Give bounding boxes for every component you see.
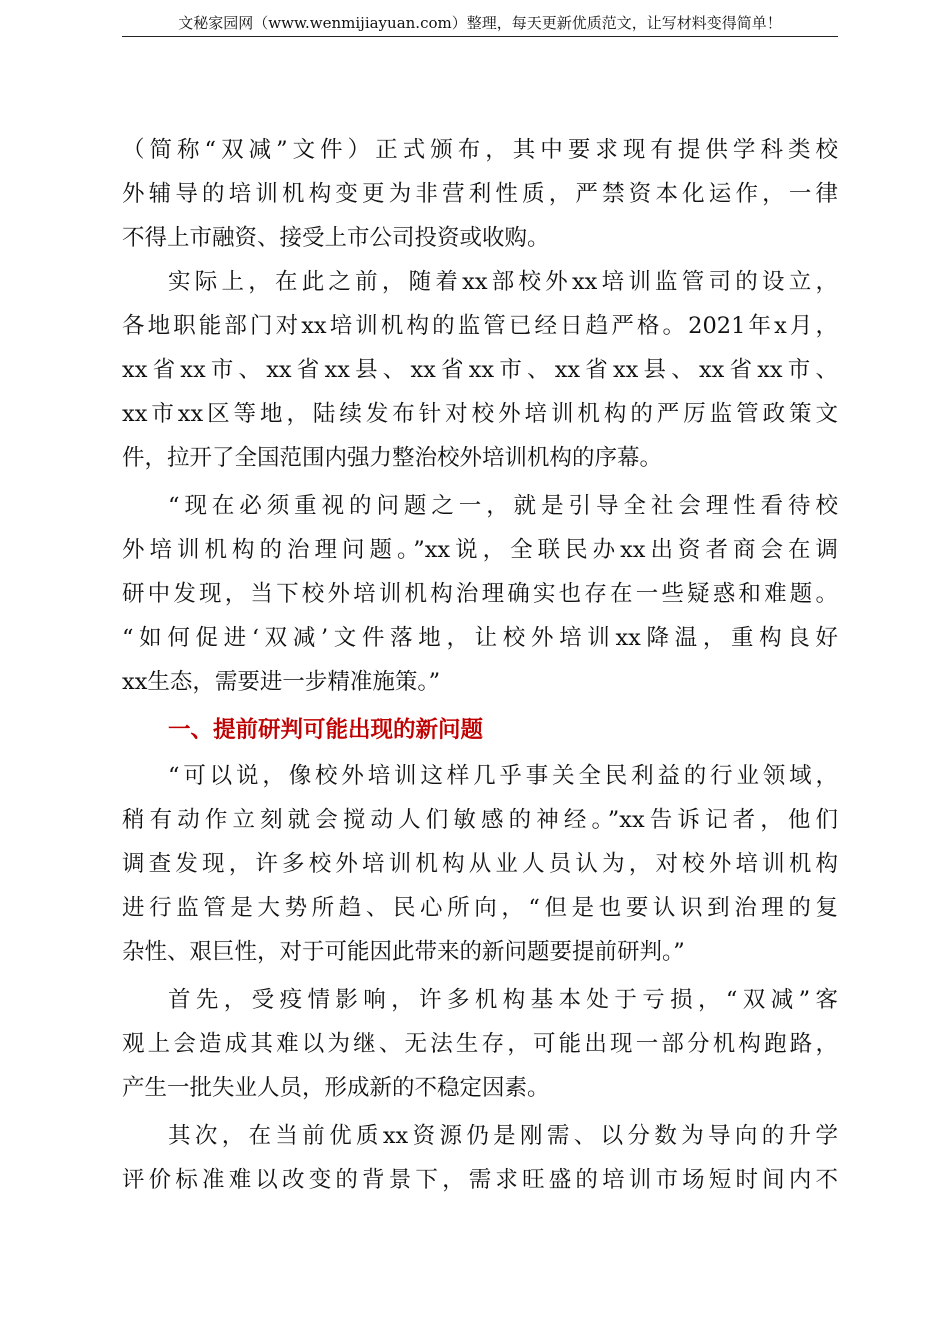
paragraph-line: 进行监管是大势所趋、民心所向，“但是也要认识到治理的复 [122,895,838,921]
paragraph-line: 杂性、艰巨性，对于可能因此带来的新问题要提前研判。” [122,939,685,965]
paragraph-line: 观上会造成其难以为继、无法生存，可能出现一部分机构跑路， [122,1031,838,1057]
paragraph-line: xx省xx市、xx省xx县、xx省xx市、xx省xx县、xx省xx市、 [122,357,838,383]
paragraph-line: xx生态，需要进一步精准施策。” [122,669,441,695]
paragraph-line: “如何促进‘双减’文件落地，让校外培训xx降温，重构良好 [122,625,838,651]
paragraph-line: 外培训机构的治理问题。”xx说，全联民办xx出资者商会在调 [122,537,838,563]
paragraph-line: 各地职能部门对xx培训机构的监管已经日趋严格。2021年x月， [122,313,838,339]
paragraph-line: 外辅导的培训机构变更为非营利性质，严禁资本化运作，一律 [122,181,838,207]
section-heading: 一、提前研判可能出现的新问题 [168,717,484,743]
paragraph-line: 首先，受疫情影响，许多机构基本处于亏损，“双减”客 [168,987,838,1013]
page-header: 文秘家园网（www.wenmijiayuan.com）整理，每天更新优质范文，让写材料变得简单！ [122,12,838,37]
paragraph-line: 产生一批失业人员，形成新的不稳定因素。 [122,1075,550,1101]
paragraph-line: 实际上，在此之前，随着xx部校外xx培训监管司的设立， [168,269,838,295]
paragraph-line: 件，拉开了全国范围内强力整治校外培训机构的序幕。 [122,445,663,471]
paragraph-line: “可以说，像校外培训这样几乎事关全民利益的行业领域， [168,763,838,789]
paragraph-line: 稍有动作立刻就会搅动人们敏感的神经。”xx告诉记者，他们 [122,807,838,833]
paragraph-line: 评价标准难以改变的背景下，需求旺盛的培训市场短时间内不 [122,1167,838,1193]
paragraph-line: xx市xx区等地，陆续发布针对校外培训机构的严厉监管政策文 [122,401,838,427]
paragraph-line: 研中发现，当下校外培训机构治理确实也存在一些疑惑和难题。 [122,581,838,607]
paragraph-line: “现在必须重视的问题之一，就是引导全社会理性看待校 [168,493,838,519]
paragraph-line: 调查发现，许多校外培训机构从业人员认为，对校外培训机构 [122,851,838,877]
paragraph-line: （简称“双减”文件）正式颁布，其中要求现有提供学科类校 [122,137,838,163]
paragraph-line: 其次，在当前优质xx资源仍是刚需、以分数为导向的升学 [168,1123,838,1149]
paragraph-line: 不得上市融资、接受上市公司投资或收购。 [122,225,550,251]
